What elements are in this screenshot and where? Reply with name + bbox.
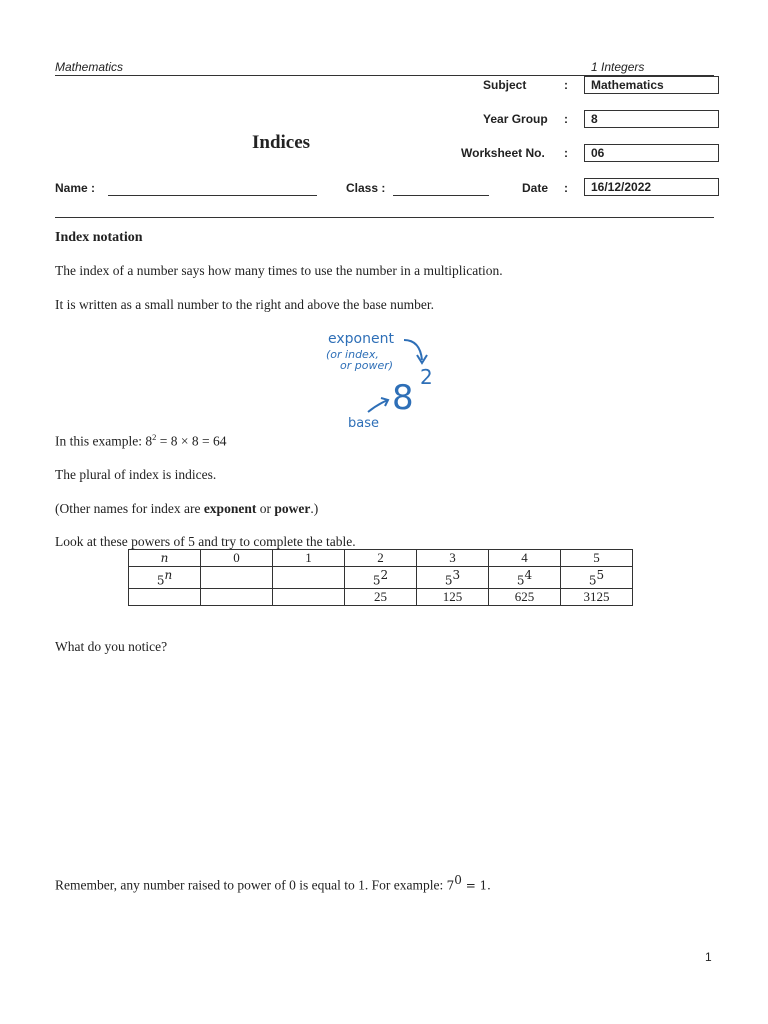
class-label: Class : bbox=[346, 181, 386, 195]
paragraph-other-names bbox=[55, 501, 318, 517]
table-cell-input[interactable] bbox=[273, 589, 345, 606]
example-exponent: 2 bbox=[152, 432, 157, 442]
exponent-digit: 2 bbox=[420, 365, 433, 389]
table-cell: $5^4$ bbox=[489, 567, 561, 589]
example-result: = 8 × 8 = 64 bbox=[156, 433, 227, 449]
table-header-result bbox=[129, 589, 201, 606]
subject-label: Subject bbox=[483, 78, 527, 92]
table-row-power bbox=[129, 567, 633, 589]
class-input[interactable] bbox=[393, 195, 489, 196]
table-cell: $5^2$ bbox=[345, 567, 417, 589]
page-number: 1 bbox=[705, 950, 712, 964]
table-cell-input[interactable] bbox=[201, 567, 273, 589]
table-cell-input[interactable] bbox=[273, 567, 345, 589]
term-power: power bbox=[274, 501, 311, 516]
header-unit: 1 Integers bbox=[591, 60, 645, 74]
base-digit: 8 bbox=[392, 378, 414, 418]
name-input[interactable] bbox=[108, 195, 317, 196]
subject-colon: : bbox=[564, 78, 568, 92]
paragraph-remember bbox=[55, 873, 491, 894]
paragraph-example bbox=[55, 432, 226, 450]
paragraph-plural: The plural of index is indices. bbox=[55, 467, 217, 482]
example-text: In this example: 8 bbox=[55, 433, 153, 449]
table-cell: 0 bbox=[201, 550, 273, 567]
table-cell: 3 bbox=[417, 550, 489, 567]
remember-text: Remember, any number raised to power of 0 is equal to 1. For example: bbox=[55, 877, 447, 893]
table-row-result bbox=[129, 589, 633, 606]
alt-names-line1: (or index, bbox=[326, 348, 379, 361]
name-label: Name : bbox=[55, 181, 96, 195]
other-names-end: .) bbox=[310, 501, 319, 516]
subject-field[interactable]: Mathematics bbox=[584, 76, 719, 94]
paragraph-table-instruction: Look at these powers of 5 and try to complete the table. bbox=[55, 534, 356, 549]
table-cell: $5^3$ bbox=[417, 567, 489, 589]
table-cell: 625 bbox=[489, 589, 561, 606]
table-cell: $5^5$ bbox=[561, 567, 633, 589]
table-cell-input[interactable] bbox=[201, 589, 273, 606]
table-header-n: n bbox=[129, 550, 201, 567]
other-names-or: or bbox=[256, 501, 275, 516]
table-cell: 4 bbox=[489, 550, 561, 567]
exponent-label: exponent bbox=[328, 331, 394, 347]
remember-end: . bbox=[487, 877, 491, 893]
date-field[interactable]: 16/12/2022 bbox=[584, 178, 719, 196]
year-field[interactable]: 8 bbox=[584, 110, 719, 128]
page-title: Indices bbox=[252, 132, 311, 153]
term-exponent: exponent bbox=[203, 501, 257, 516]
year-colon: : bbox=[564, 112, 568, 126]
base-label: base bbox=[348, 416, 379, 431]
worksheet-colon: : bbox=[564, 146, 568, 160]
date-label: Date bbox=[522, 181, 549, 195]
remember-base: 7 bbox=[446, 878, 455, 893]
paragraph-index-position: It is written as a small number to the right and above the base number. bbox=[55, 297, 435, 312]
table-cell: 1 bbox=[273, 550, 345, 567]
remember-exponent: 0 bbox=[454, 873, 462, 887]
table-cell: 125 bbox=[417, 589, 489, 606]
remember-result: = 1 bbox=[461, 878, 488, 893]
powers-table bbox=[128, 549, 633, 606]
date-colon: : bbox=[564, 181, 568, 195]
exponent-diagram bbox=[318, 326, 448, 434]
year-label: Year Group bbox=[483, 112, 548, 126]
alt-names-line2: or power) bbox=[340, 359, 394, 372]
section-heading: Index notation bbox=[55, 230, 143, 245]
worksheet-label: Worksheet No. bbox=[461, 146, 545, 160]
header-subject: Mathematics bbox=[55, 60, 124, 74]
other-names-text: (Other names for index are bbox=[55, 501, 204, 516]
form-divider bbox=[55, 217, 714, 218]
table-cell: 5 bbox=[561, 550, 633, 567]
table-cell: 3125 bbox=[561, 589, 633, 606]
worksheet-field[interactable]: 06 bbox=[584, 144, 719, 162]
table-cell: 2 bbox=[345, 550, 417, 567]
table-header-power: 5$^n$ bbox=[129, 567, 201, 589]
paragraph-index-definition: The index of a number says how many times to use the number in a multiplication. bbox=[55, 263, 503, 278]
table-cell: 25 bbox=[345, 589, 417, 606]
paragraph-notice: What do you notice? bbox=[55, 639, 168, 654]
table-row-n bbox=[129, 550, 633, 567]
